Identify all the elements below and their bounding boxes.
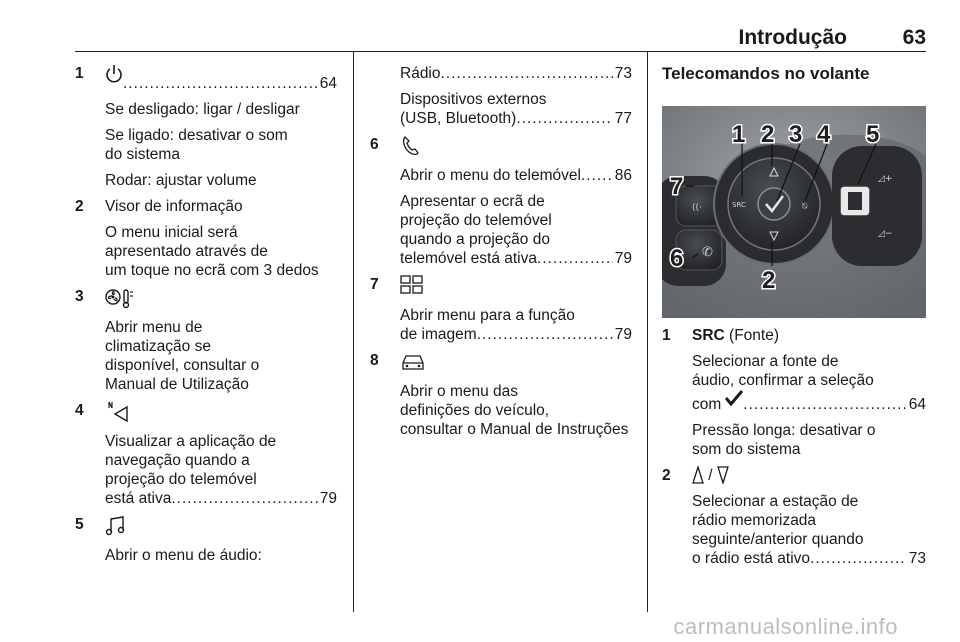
description: Rodar: ajustar volume	[105, 172, 257, 189]
description: Rádio	[400, 65, 441, 82]
description: um toque no ecrã com 3 dedos	[105, 262, 319, 279]
description: Pressão longa: desativar o	[692, 422, 876, 439]
item-number: 7	[370, 276, 379, 293]
checkmark-icon	[725, 390, 743, 409]
description: quando a projeção do	[400, 231, 550, 248]
description: Abrir o menu de áudio:	[105, 547, 262, 564]
vehicle-icon	[400, 351, 426, 375]
description: Abrir menu para a função	[400, 307, 575, 324]
page-number: 63	[902, 26, 926, 49]
item-title-bold: SRC	[692, 327, 725, 344]
description: áudio, confirmar a seleção	[692, 372, 874, 389]
description: telemóvel está ativa	[400, 250, 537, 267]
list-item	[370, 135, 632, 268]
grid-apps-icon	[400, 275, 424, 299]
list-item	[662, 326, 926, 459]
description: Abrir menu de	[105, 319, 203, 336]
column-2	[370, 64, 632, 446]
section-title: Telecomandos no volante	[662, 64, 870, 83]
description: som do sistema	[692, 441, 801, 458]
item-number: 4	[75, 402, 84, 419]
toc-line	[692, 549, 926, 568]
column-1	[75, 64, 337, 572]
list-item	[75, 64, 337, 190]
callout-2-bottom: 2	[762, 267, 776, 294]
description: Apresentar o ecrã de	[400, 193, 545, 210]
list-item	[370, 351, 632, 439]
description: seguinte/anterior quando	[692, 531, 864, 549]
climate-fan-icon	[105, 287, 135, 311]
page-ref[interactable]: 86	[614, 167, 632, 184]
list-item	[75, 197, 337, 280]
callout-5: 5	[866, 121, 880, 148]
voice-icon[interactable]: ((·	[692, 203, 702, 213]
item-number: 2	[662, 467, 671, 484]
description: Manual de Utilização	[105, 376, 249, 393]
description: Selecionar a fonte de	[692, 353, 839, 370]
toc-line	[400, 325, 632, 344]
page-ref[interactable]: 79	[614, 326, 632, 343]
description: navegação quando a	[105, 452, 250, 469]
column-3-list	[662, 326, 926, 575]
item-number: 8	[370, 352, 379, 369]
list-item	[370, 275, 632, 344]
description: Dispositivos externos	[400, 91, 547, 108]
mute-icon[interactable]: ⍉	[802, 202, 808, 212]
description: disponível, consultar o	[105, 357, 260, 374]
description: projeção do telemóvel	[400, 212, 552, 229]
callout-1: 1	[732, 121, 746, 148]
item-title: Visor de informação	[105, 198, 243, 215]
description: do sistema	[105, 146, 180, 163]
item-title-rest: (Fonte)	[724, 327, 779, 344]
page-ref[interactable]: 79	[319, 490, 337, 507]
description: com	[692, 396, 722, 413]
item-number: 3	[75, 288, 84, 305]
item-number: 1	[662, 327, 671, 344]
phone-handset-icon	[400, 135, 422, 159]
page-ref[interactable]: 77	[614, 110, 632, 127]
description: Abrir o menu do telemóvel	[400, 167, 581, 184]
music-note-icon	[105, 515, 127, 539]
toc-line	[400, 166, 632, 185]
description: Abrir o menu das	[400, 383, 519, 400]
description: Selecionar a estação de	[692, 493, 859, 511]
volume-down-icon[interactable]: ◿−	[878, 229, 893, 239]
column-3	[662, 64, 926, 93]
page-ref[interactable]: 64	[319, 75, 337, 92]
steering-wheel-controls-image	[662, 106, 926, 318]
item-title	[692, 326, 926, 345]
list-item	[75, 287, 337, 394]
description: rádio memorizada	[692, 512, 817, 530]
item-number: 1	[75, 65, 84, 82]
toc-line	[400, 249, 632, 268]
description: o rádio está ativo	[692, 550, 811, 568]
column-divider	[353, 52, 354, 612]
page-ref[interactable]: 73	[908, 550, 926, 568]
callout-3: 3	[789, 121, 803, 148]
description: consultar o Manual de Instruções	[400, 421, 629, 438]
toc-line	[105, 64, 337, 93]
header-title: Introdução	[738, 26, 847, 49]
description: Se ligado: desativar o som	[105, 127, 288, 144]
column-divider	[647, 52, 648, 612]
toc-line	[692, 390, 926, 414]
description: definições do veículo,	[400, 402, 550, 419]
page-ref[interactable]: 73	[614, 65, 632, 82]
item-number: 2	[75, 198, 84, 215]
src-label[interactable]: SRC	[732, 201, 746, 209]
list-item	[662, 466, 926, 568]
description: Se desligado: ligar / desligar	[105, 101, 300, 118]
toc-line	[105, 489, 337, 508]
callout-4: 4	[817, 121, 831, 148]
power-icon	[105, 64, 123, 88]
description: está ativa	[105, 490, 172, 507]
phone-button-icon[interactable]: ✆	[702, 245, 713, 260]
page-ref[interactable]: 79	[614, 250, 632, 267]
list-item	[75, 401, 337, 508]
page-header	[75, 28, 926, 52]
item-number: 6	[370, 136, 379, 153]
description: projeção do telemóvel	[105, 471, 257, 488]
navigation-arrow-icon	[105, 401, 131, 425]
page-ref[interactable]: 64	[908, 396, 926, 413]
callout-2: 2	[761, 121, 775, 148]
description: (USB, Bluetooth)	[400, 110, 517, 127]
description: apresentado através de	[105, 243, 268, 260]
toc-line	[400, 64, 632, 83]
callout-6: 6	[670, 245, 684, 272]
list-item	[370, 64, 632, 128]
description: Visualizar a aplicação de	[105, 433, 277, 450]
description: de imagem	[400, 326, 477, 343]
toc-line	[400, 109, 632, 128]
watermark: carmanualsonline.info	[673, 614, 898, 639]
down-triangle-icon	[717, 466, 729, 485]
item-number: 5	[75, 516, 84, 533]
description: O menu inicial será	[105, 224, 238, 241]
list-item	[75, 515, 337, 565]
up-triangle-icon	[692, 466, 704, 485]
separator: /	[704, 467, 717, 484]
volume-up-icon[interactable]: ◿+	[878, 174, 893, 184]
callout-7: 7	[670, 173, 684, 200]
description: climatização se	[105, 338, 211, 355]
